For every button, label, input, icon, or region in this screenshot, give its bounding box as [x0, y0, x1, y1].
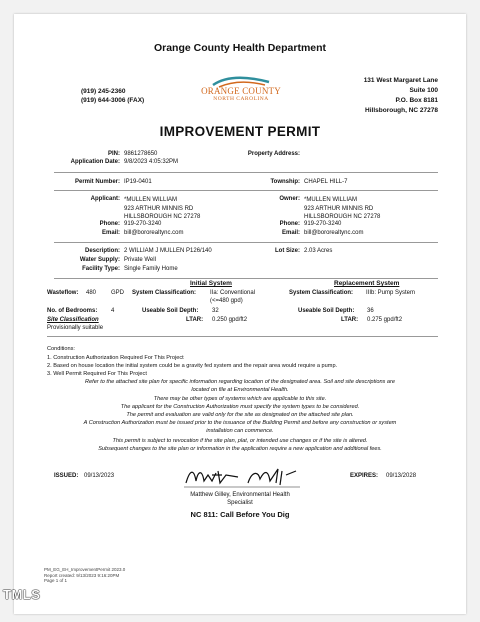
- facility-type-value: Single Family Home: [124, 266, 178, 272]
- permit-number-value: IP19-0401: [124, 179, 152, 185]
- replacement-soil-depth-value: 36: [367, 308, 374, 314]
- wave-icon: [211, 76, 271, 88]
- permit-number-label: Permit Number:: [74, 179, 120, 185]
- description-value: 2 WILLIAM J MULLEN P126/140: [124, 248, 212, 254]
- condition-note: Subsequent changes to the site plan or information in the application require a new application and additional fees.: [98, 446, 382, 452]
- initial-classification-label: System Classification:: [132, 290, 197, 296]
- facility-type-label: Facility Type:: [82, 266, 120, 272]
- initial-soil-depth-label: Useable Soil Depth:: [142, 308, 199, 314]
- township-value: CHAPEL HILL-7: [304, 179, 348, 185]
- applicant-label: Applicant:: [90, 196, 120, 202]
- applicant-name: *MULLEN WILLIAM: [124, 197, 178, 203]
- owner-label: Owner:: [279, 196, 300, 202]
- wasteflow-label: Wasteflow:: [47, 290, 79, 296]
- conditions-heading: Conditions:: [47, 346, 75, 352]
- tmls-watermark: TMLS: [3, 587, 41, 602]
- signer-title-cont: Specialist: [227, 500, 253, 506]
- lot-size-label: Lot Size:: [275, 248, 300, 254]
- initial-soil-depth-value: 32: [212, 308, 219, 314]
- owner-name: *MULLEN WILLIAM: [304, 197, 358, 203]
- department-name: Orange County Health Department: [153, 42, 327, 54]
- divider: [54, 242, 438, 243]
- page-number: Page 1 of 1: [44, 578, 68, 583]
- expires-date: 09/13/2028: [386, 473, 417, 479]
- signature: [182, 465, 302, 489]
- nc811-notice: NC 811: Call Before You Dig: [190, 510, 290, 519]
- report-info: [44, 567, 125, 584]
- condition-note: installation can commence.: [206, 428, 274, 434]
- applicant-email-label: Email:: [101, 230, 120, 236]
- address-line: 131 West Margaret Lane: [363, 77, 438, 84]
- township-label: Township:: [270, 179, 300, 185]
- page-title: IMPROVEMENT PERMIT: [159, 124, 321, 139]
- address-line: P.O. Box 8181: [395, 97, 438, 104]
- fax-number: (919) 644-3006 (FAX): [81, 97, 145, 104]
- condition-note: A Construction Authorization must be issued prior to the issuance of the Building Permit and before any construction or system: [83, 420, 397, 426]
- initial-system-heading: Initial System: [190, 280, 232, 287]
- site-classification-value: Provisionally suitable: [47, 325, 104, 331]
- replacement-ltar-value: 0.275 gpd/ft2: [367, 317, 403, 323]
- condition-note: The applicant for the Construction Authorization must specify the system types to be considered.: [120, 404, 360, 410]
- phone-block: [81, 87, 144, 105]
- applicant-address: [124, 196, 200, 222]
- pin-label: PIN:: [108, 151, 120, 157]
- wasteflow-value: 480: [86, 290, 97, 296]
- owner-email-label: Email:: [281, 230, 300, 236]
- address-line: Suite 100: [409, 87, 438, 94]
- logo-state: NORTH CAROLINA: [213, 96, 269, 102]
- owner-street: 923 ARTHUR MINNIS RD: [304, 205, 374, 212]
- initial-classification-range: (<=480 gpd): [210, 298, 243, 304]
- logo-name: ORANGE COUNTY: [201, 86, 281, 96]
- divider: [47, 336, 438, 337]
- initial-ltar-value: 0.250 gpd/ft2: [212, 317, 248, 323]
- water-supply-value: Private Well: [124, 257, 156, 263]
- condition-note: This permit is subject to revocation if the site plan, plat, or intended use changes or if the site is altered.: [112, 438, 368, 444]
- owner-address: [304, 196, 380, 222]
- signer-title: Matthew Gilley, Environmental Health: [190, 492, 290, 498]
- owner-city: HILLSBOROUGH NC 27278: [304, 214, 381, 220]
- initial-classification-value: IIa: Conventional: [210, 290, 256, 296]
- applicant-city: HILLSBOROUGH NC 27278: [124, 214, 201, 220]
- issued-date: 09/13/2023: [84, 473, 115, 479]
- initial-ltar-label: LTAR:: [186, 317, 204, 323]
- description-label: Description:: [84, 248, 120, 254]
- water-supply-label: Water Supply:: [79, 257, 120, 263]
- divider: [54, 172, 438, 173]
- condition-item: 2. Based on house location the initial system could be a gravity fed system and the repair area would require a pump.: [47, 363, 338, 369]
- replacement-soil-depth-label: Useable Soil Depth:: [298, 308, 355, 314]
- property-address-label: Property Address:: [247, 151, 300, 157]
- replacement-ltar-label: LTAR:: [341, 317, 359, 323]
- bedrooms-value: 4: [111, 308, 115, 314]
- owner-phone: 919-270-3240: [304, 221, 342, 227]
- replacement-classification-label: System Classification:: [289, 290, 354, 296]
- applicant-email: bill@bororealtync.com: [124, 230, 184, 236]
- owner-phone-label: Phone:: [279, 221, 300, 227]
- address-block: [304, 76, 438, 116]
- bedrooms-label: No. of Bedrooms:: [47, 308, 98, 314]
- issued-label: ISSUED:: [54, 473, 79, 479]
- expires-label: EXPIRES:: [350, 473, 379, 479]
- condition-note: The permit and evaluation are valid only for the site as designated on the attached site plan.: [126, 412, 354, 418]
- replacement-classification-value: IIIb: Pump System: [366, 290, 416, 296]
- address-line: Hillsborough, NC 27278: [365, 107, 438, 114]
- replacement-system-heading: Replacement System: [334, 280, 400, 287]
- applicant-phone: 919-270-3240: [124, 221, 162, 227]
- owner-email: bill@bororealtync.com: [304, 230, 364, 236]
- phone-number: (919) 245-2360: [81, 88, 126, 95]
- divider: [54, 278, 438, 279]
- application-date-value: 9/8/2023 4:05:32PM: [124, 159, 179, 165]
- condition-item: 1. Construction Authorization Required For This Project: [47, 355, 184, 361]
- divider: [54, 190, 438, 191]
- site-classification-label: Site Classification: [47, 317, 99, 323]
- wasteflow-unit: GPD: [111, 290, 125, 296]
- pin-value: 9861278650: [124, 151, 158, 157]
- report-name: PM_EG_EH_ImprovementPermit 2023.0: [44, 567, 126, 572]
- condition-note: Refer to the attached site plan for specific information regarding location of the designated area. Soil and site descriptions are: [84, 379, 395, 385]
- applicant-street: 923 ARTHUR MINNIS RD: [124, 205, 194, 212]
- condition-note: located on file at Environmental Health.: [191, 387, 289, 393]
- lot-size-value: 2.03 Acres: [304, 248, 333, 254]
- report-created: Report created: 9/13/2023 9:16:20PM: [44, 572, 120, 578]
- condition-note: There may be other types of systems which are applicable to this site.: [153, 396, 327, 402]
- condition-item: 3. Well Permit Required For This Project: [47, 371, 147, 377]
- permit-document: [14, 14, 466, 614]
- applicant-phone-label: Phone:: [99, 221, 120, 227]
- application-date-label: Application Date:: [70, 159, 120, 165]
- orange-county-logo: [191, 74, 291, 116]
